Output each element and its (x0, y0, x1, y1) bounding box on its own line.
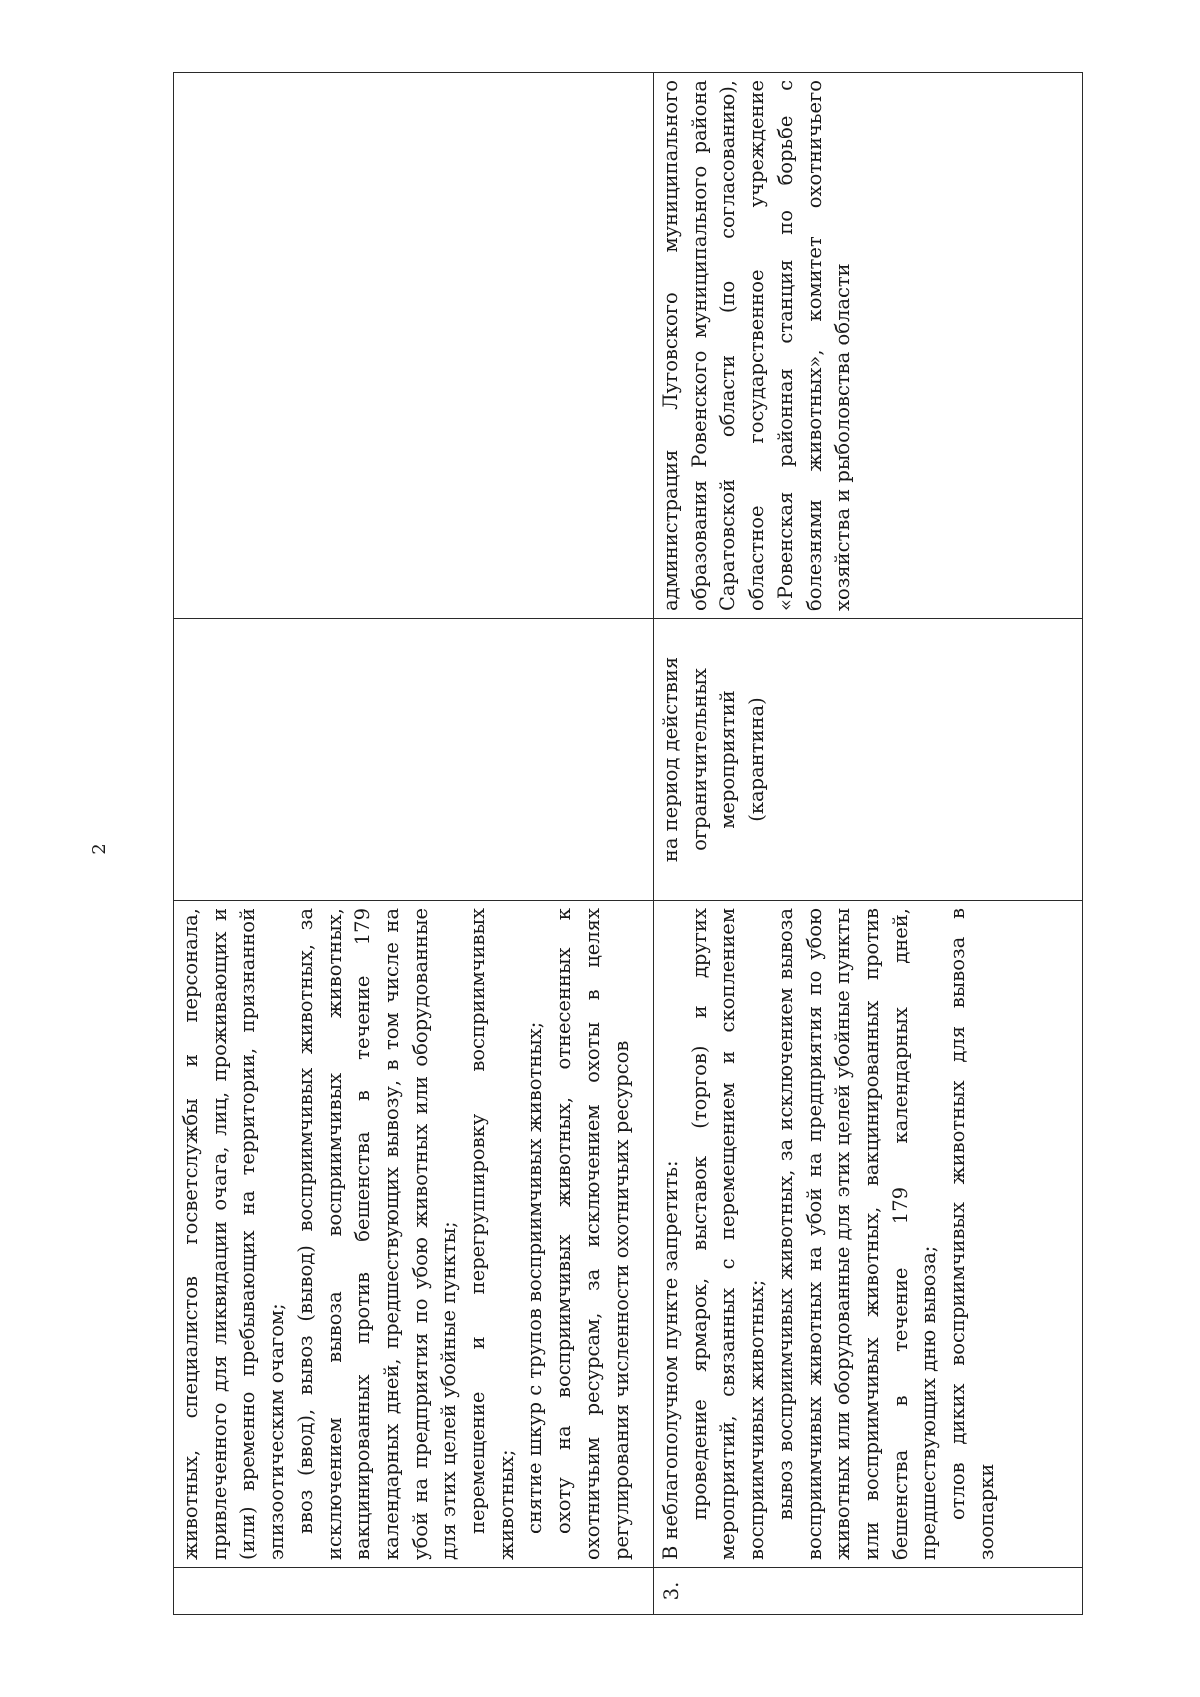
table-row (654, 73, 1083, 1615)
measure-text: проведение ярмарок, выставок (торгов) и других мероприятий, связанных с перемещением и скоплением восприимчивых животных; (687, 908, 769, 1560)
responsible-cell (174, 73, 654, 619)
measure-text: отлов диких восприимчивых животных для вывоза в зоопарки (946, 908, 998, 1560)
measure-text: вывоз восприимчивых животных, за исключением вывоза восприимчивых животных на убой на предприятия по убою животных или оборудованные для этих целей убойные пункты или восприимчивых животных, вакцинированных против бешенства в течение 179 календарных дней, предшествующих дню вывоза; (773, 908, 941, 1560)
measure-text: снятие шкур с трупов восприимчивых животных; (523, 1021, 547, 1534)
term-cell: на период действия ограничительных мероприятий (карантина) (654, 619, 1083, 901)
measures-cell (654, 901, 1083, 1568)
rotated-table-wrapper (173, 73, 1083, 1615)
measure-text: охоту на восприимчивых животных, отнесенных к охотничьим ресурсам, за исключением охоты в целях регулирования численности охотничьих ресурсов (552, 908, 633, 1560)
measure-text: ввоз (ввод), вывоз (вывод) восприимчивых животных, за исключением вывоза восприимчивых животных, вакцинированных против бешенства в течение 179 календарных дней, предшествующих вывозу, в том числе на убой на предприятия по убою животных или оборудованные для этих целей убойные пункты; (293, 908, 461, 1560)
measure-text: В неблагополучном пункте запретить: (659, 1160, 682, 1560)
measures-cell (174, 901, 654, 1568)
responsible-cell: администрация Луговского муниципального образования Ровенского муниципального района Саратовской области (по согласованию), областное государственное учреждение «Ровенская районная станция по борьбе с болезнями животных», комитет охотничьего хозяйства и рыболовства области (654, 73, 1083, 619)
table-row (174, 73, 654, 1615)
page-number: 2 (89, 843, 110, 855)
term-cell (174, 619, 654, 901)
measure-text: животных, специалистов госветслужбы и персонала, привлеченного для ликвидации очага, лиц, проживающих и (или) временно пребывающих на территории, признанной эпизоотическим очагом; (179, 908, 289, 1560)
measures-table (173, 72, 1083, 1615)
row-number-cell: 3. (654, 1568, 1083, 1615)
measure-text: перемещение и перегруппировку восприимчивых животных; (466, 908, 518, 1560)
row-number-cell (174, 1568, 654, 1615)
